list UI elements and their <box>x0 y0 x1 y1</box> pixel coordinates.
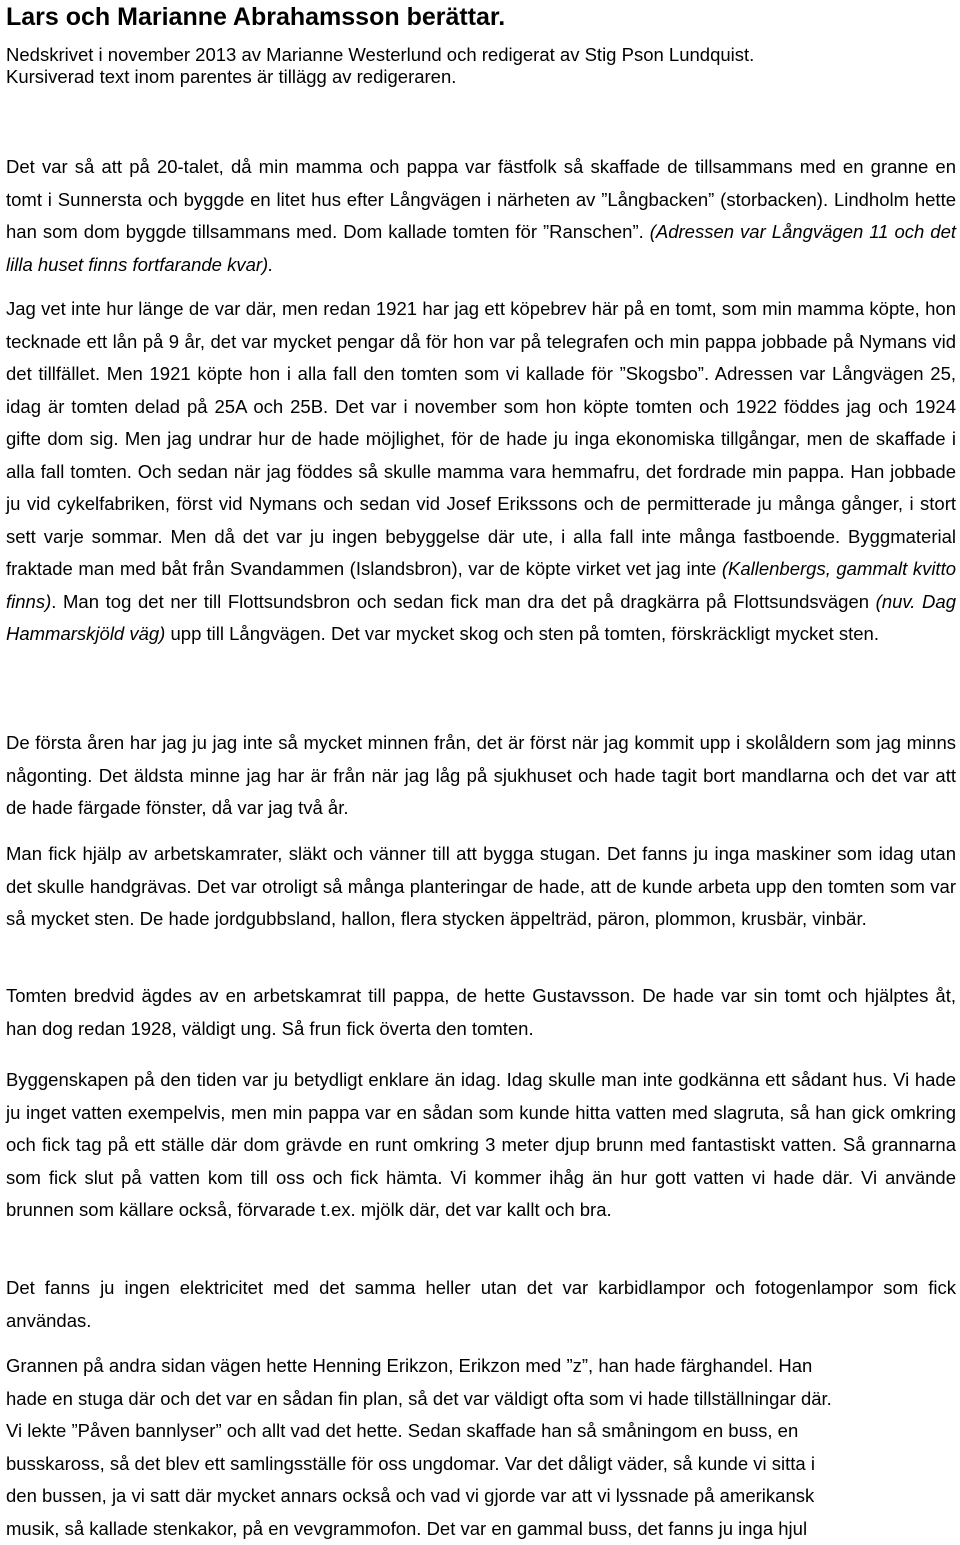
paragraph-line: Vi lekte ”Påven bannlyser” och allt vad det hette. Sedan skaffade han så småningom en buss, en <box>6 1415 956 1448</box>
document-title: Lars och Marianne Abrahamsson berättar. <box>6 2 505 32</box>
meta-line: Kursiverad text inom parentes är tillägg av redigeraren. <box>6 66 754 88</box>
paragraph <box>6 151 956 282</box>
paragraph <box>6 293 956 651</box>
paragraph: Det fanns ju ingen elektricitet med det samma heller utan det var karbidlampor och fotogenlampor som fick användas. <box>6 1272 956 1337</box>
editor-note-italic: (Kallenbergs, gammalt kvitto finns) <box>6 558 956 612</box>
paragraph-line: busskaross, så det blev ett samlingsställe för oss ungdomar. Var det dåligt väder, så kunde vi sitta i <box>6 1448 956 1481</box>
editor-note-italic: (nuv. Dag Hammarskjöld väg) <box>6 591 956 645</box>
editorial-note <box>6 44 754 88</box>
paragraph: Tomten bredvid ägdes av en arbetskamrat till pappa, de hette Gustavsson. De hade var sin tomt och hjälptes åt, han dog redan 1928, väldigt ung. Så frun fick överta den tomten. <box>6 980 956 1045</box>
paragraph-text: Jag vet inte hur länge de var där, men redan 1921 har jag ett köpebrev här på en tomt, som min mamma köpte, hon tecknade ett lån på 9 år, det var mycket pengar då för hon var på telegrafen och min pappa jobbade på Nymans vid det tillfället. Men 1921 köpte hon i alla fall den tomten som vi kallade för ”Skogsbo”. Adressen var Långvägen 25, idag är tomten delad på 25A och 25B. Det var i november som hon köpte tomten och 1922 föddes jag och 1924 gifte dom sig. Men jag undrar hur de hade möjlighet, för de hade ju inga ekonomiska tillgångar, men de skaffade i alla fall tomten. Och sedan när jag föddes så skulle mamma vara hemmafru, det fordrade min pappa. Han jobbade ju vid cykelfabriken, först vid Nymans och sedan vid Josef Erikssons och de permitterade ju många gånger, i stort sett varje sommar. Men då det var ju ingen bebyggelse där ute, i alla fall inte många fastboende. Byggmaterial fraktade man med båt från Svandammen (Islandsbron), var de köpte virket vet jag inte <box>6 298 956 579</box>
editor-note-italic: (Adressen var Långvägen 11 och det lilla huset finns fortfarande kvar). <box>6 221 956 275</box>
paragraph: Byggenskapen på den tiden var ju betydligt enklare än idag. Idag skulle man inte godkänna ett sådant hus. Vi hade ju inget vatten exempelvis, men min pappa var en sådan som kunde hitta vatten med slagruta, så han gick omkring och fick tag på ett ställe där dom grävde en runt omkring 3 meter djup brunn med fantastiskt vatten. Så grannarna som fick slut på vatten kom till oss och fick hämta. Vi kommer ihåg än hur gott vatten vi hade där. Vi använde brunnen som källare också, förvarade t.ex. mjölk där, det var kallt och bra. <box>6 1064 956 1227</box>
paragraph-line: hade en stuga där och det var en sådan fin plan, så det var väldigt ofta som vi hade tillställningar där. <box>6 1383 956 1416</box>
paragraph-text: . Man tog det ner till Flottsundsbron och sedan fick man dra det på dragkärra på Flottsundsvägen <box>51 591 875 612</box>
meta-line: Nedskrivet i november 2013 av Marianne Westerlund och redigerat av Stig Pson Lundquist. <box>6 44 754 66</box>
paragraph-line: Grannen på andra sidan vägen hette Henning Erikzon, Erikzon med ”z”, han hade färghandel. Han <box>6 1350 956 1383</box>
paragraph-text: upp till Långvägen. Det var mycket skog och sten på tomten, förskräckligt mycket sten. <box>165 623 879 644</box>
paragraph-text: Det var så att på 20-talet, då min mamma och pappa var fästfolk så skaffade de tillsammans med en granne en tomt i Sunnersta och byggde en litet hus efter Långvägen i närheten av ”Långbacken” (storbacken). Lindholm hette han som dom byggde tillsammans med. Dom kallade tomten för ”Ranschen”. <box>6 156 956 242</box>
paragraph-line: den bussen, ja vi satt där mycket annars också och vad vi gjorde var att vi lyssnade på amerikansk <box>6 1480 956 1513</box>
paragraph: Man fick hjälp av arbetskamrater, släkt och vänner till att bygga stugan. Det fanns ju inga maskiner som idag utan det skulle handgrävas. Det var otroligt så många planteringar de hade, att de kunde arbeta upp den tomten som var så mycket sten. De hade jordgubbsland, hallon, flera stycken äppelträd, päron, plommon, krusbär, vinbär. <box>6 838 956 936</box>
paragraph: De första åren har jag ju jag inte så mycket minnen från, det är först när jag kommit upp i skolåldern som jag minns någonting. Det äldsta minne jag har är från när jag låg på sjukhuset och hade tagit bort mandlarna och det var att de hade färgade fönster, då var jag två år. <box>6 727 956 825</box>
paragraph <box>6 1350 956 1545</box>
paragraph-line: musik, så kallade stenkakor, på en vevgrammofon. Det var en gammal buss, det fanns ju inga hjul <box>6 1513 956 1545</box>
